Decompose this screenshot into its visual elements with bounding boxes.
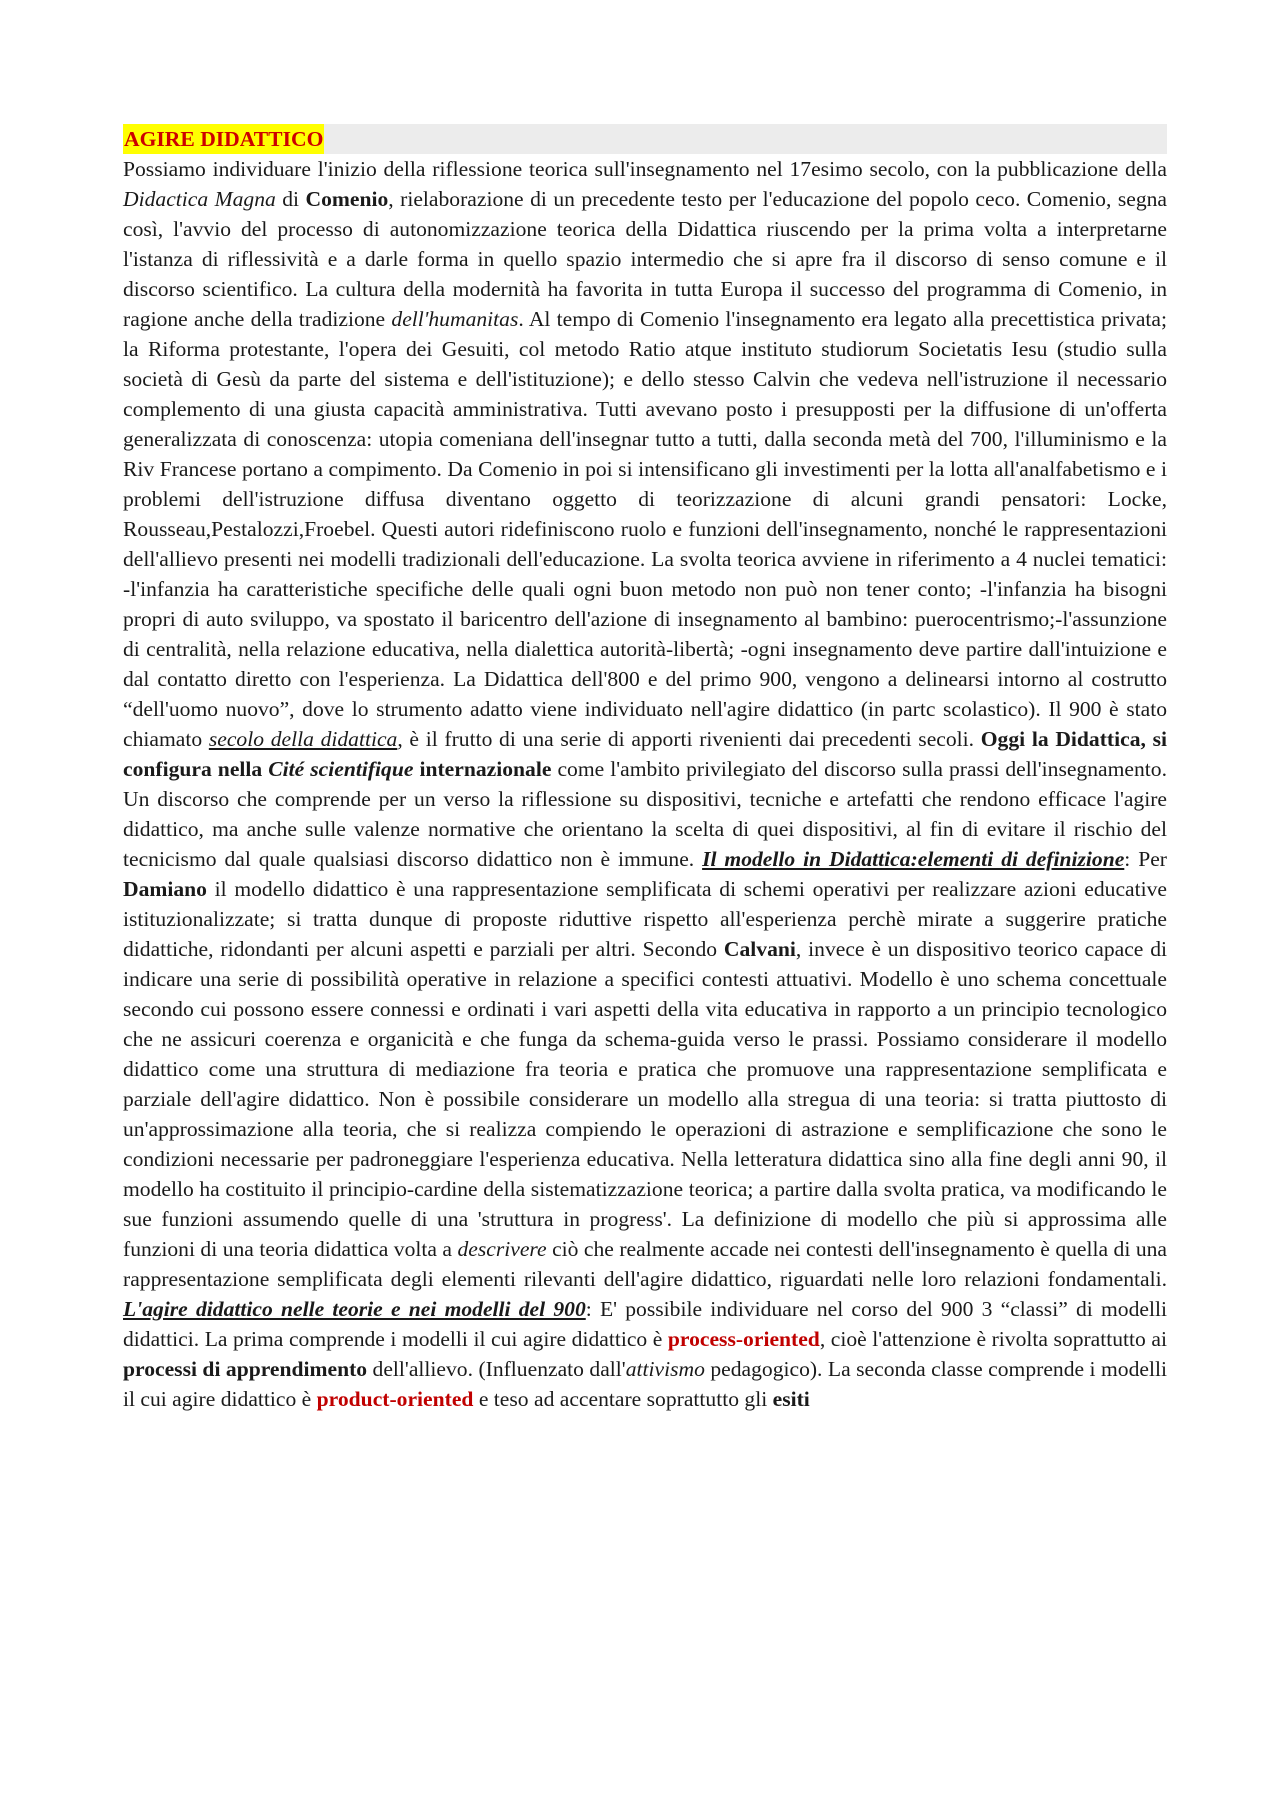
text-run: , rielaborazione di un precedente testo per l'educazione del popolo ceco. Comenio, segna così, l'avvio del processo di autonomizzazione teorica della Didattica riuscendo per la prima volta a interpretarne l'istanza di riflessività e a darle forma in quello spazio intermedio che si apre fra il discorso di senso comune e il discorso scientifico. La cultura della modernità ha favorita in tutta Europa il successo del programma di Comenio, in ragione anche della tradizione xyxy=(123,187,1168,331)
body-paragraph xyxy=(123,154,1167,1414)
text-run: attivismo xyxy=(625,1357,705,1381)
text-run: come l'ambito privilegiato del discorso sulla prassi dell'insegnamento. Un discorso che comprende per un verso la riflessione su dispositivi, tecniche e artefatti che rendono efficace l'agire didattico, ma anche sulle valenze normative che orientano la scelta di quei dispositivi, al fin di evitare il rischio del tecnicismo dal quale qualsiasi discorso didattico non è immune. xyxy=(123,757,1167,871)
text-run: Damiano xyxy=(123,877,207,901)
text-run: Comenio xyxy=(305,187,389,211)
text-run: , invece è un dispositivo teorico capace di indicare una serie di possibilità operative in relazione a specifici contesti attuativi. Modello è uno schema concettuale secondo cui possono essere connessi e ordinati i vari aspetti della vita educativa in rapporto a un principio tecnologico che ne assicuri coerenza e organicità e che funga da schema-guida verso le prassi. Possiamo considerare il modello didattico come una struttura di mediazione fra teoria e pratica che promuove una rappresentazione semplificata e parziale dell'agire didattico. Non è possibile considerare un modello alla stregua di una teoria: si tratta piuttosto di un'approssimazione alla teoria, che si realizza compiendo le operazioni di astrazione e semplificazione che sono le condizioni necessarie per padroneggiare l'esperienza educativa. Nella letteratura didattica sino alla fine degli anni 90, il modello ha costituito il principio-cardine della sistematizzazione teorica; a partire dalla svolta pratica, va modificando le sue funzioni assumendo quelle di una 'struttura in progress'. La definizione di modello che più si approssima alle funzioni di una teoria didattica volta a xyxy=(123,937,1168,1261)
text-run: : E' possibile individuare nel corso del 900 3 “classi” di modelli didattici. La prima comprende i modelli il cui agire didattico è xyxy=(123,1297,1167,1351)
text-run: Possiamo individuare l'inizio della riflessione teorica sull'insegnamento nel 17esimo secolo, con la pubblicazione della xyxy=(123,157,1167,181)
text-run: Didactica Magna xyxy=(123,187,276,211)
text-run: dell'humanitas xyxy=(391,307,519,331)
text-run: processi di apprendimento xyxy=(123,1357,368,1381)
title-bar xyxy=(123,124,1167,154)
emphasis-keyword: process-oriented xyxy=(667,1327,820,1351)
text-run: Cité scientifique xyxy=(268,757,414,781)
text-run: , è il frutto di una serie di apporti rivenienti dai precedenti secoli. xyxy=(397,727,981,751)
text-run: e teso ad accentare soprattutto gli xyxy=(473,1387,773,1411)
text-run: : Per xyxy=(1124,847,1167,871)
text-run: internazionale xyxy=(413,757,552,781)
text-run: pedagogico). La seconda classe comprende i modelli il cui agire didattico è xyxy=(123,1357,1167,1411)
text-run: dell'allievo. (Influenzato dall' xyxy=(367,1357,626,1381)
text-run: . Al tempo di Comenio l'insegnamento era legato alla precettistica privata; la Riforma protestante, l'opera dei Gesuiti, col metodo Ratio atque instituto studiorum Societatis Iesu (studio sulla società di Gesù da parte del sistema e dell'istituzione); e dello stesso Calvin che vedeva nell'istruzione il necessario complemento di una giusta capacità amministrativa. Tutti avevano posto i presupposti per la diffusione di un'offerta generalizzata di conoscenza: utopia comeniana dell'insegnar tutto a tutti, dalla seconda metà del 700, l'illuminismo e la Riv Francese portano a compimento. Da Comenio in poi si intensificano gli investimenti per la lotta all'analfabetismo e i problemi dell'istruzione diffusa diventano oggetto di teorizzazione di alcuni grandi pensatori: Locke, Rousseau,Pestalozzi,Froebel. Questi autori ridefiniscono ruolo e funzioni dell'insegnamento, nonché le rappresentazioni dell'allievo presenti nei modelli tradizionali dell'educazione. La svolta teorica avviene in riferimento a 4 nuclei tematici: -l'infanzia ha caratteristiche specifiche delle quali ogni buon metodo non può non tener conto; -l'infanzia ha bisogni propri di auto sviluppo, va spostato il baricentro dell'azione di insegnamento al bambino: puerocentrismo;-l'assunzione di centralità, nella relazione educativa, nella dialettica autorità-libertà; -ogni insegnamento deve partire dall'intuizione e dal contatto diretto con l'esperienza. La Didattica dell'800 e del primo 900, vengono a delinearsi intorno al costrutto “dell'uomo nuovo”, dove lo strumento adatto viene individuato nell'agire didattico (in partc scolastico). Il 900 è stato chiamato xyxy=(123,307,1167,751)
text-run: descrivere xyxy=(457,1237,547,1261)
section-heading-inline: L'agire didattico nelle teorie e nei modelli del 900 xyxy=(123,1297,586,1321)
section-heading-inline: Il modello in Didattica:elementi di definizione xyxy=(702,847,1125,871)
text-run: il modello didattico è una rappresentazione semplificata di schemi operativi per realizzare azioni educative istituzionalizzate; si tratta dunque di proposte riduttive rispetto all'esperienza perchè mirate a suggerire pratiche didattiche, ridondanti per alcuni aspetti e parziali per altri. Secondo xyxy=(123,877,1167,961)
text-run: esiti xyxy=(772,1387,810,1411)
document-page xyxy=(123,124,1167,1414)
document-title: AGIRE DIDATTICO xyxy=(123,124,324,154)
text-run: di xyxy=(275,187,306,211)
text-run: Oggi la Didattica, si configura nella xyxy=(123,727,1167,781)
emphasis-keyword: product-oriented xyxy=(316,1387,474,1411)
text-run: Calvani xyxy=(723,937,796,961)
text-run: ciò che realmente accade nei contesti dell'insegnamento è quella di una rappresentazione semplificata degli elementi rilevanti dell'agire didattico, riguardati nelle loro relazioni fondamentali. xyxy=(123,1237,1167,1291)
text-run: , cioè l'attenzione è rivolta soprattutto ai xyxy=(819,1327,1167,1351)
section-heading-inline: secolo della didattica xyxy=(208,727,398,751)
